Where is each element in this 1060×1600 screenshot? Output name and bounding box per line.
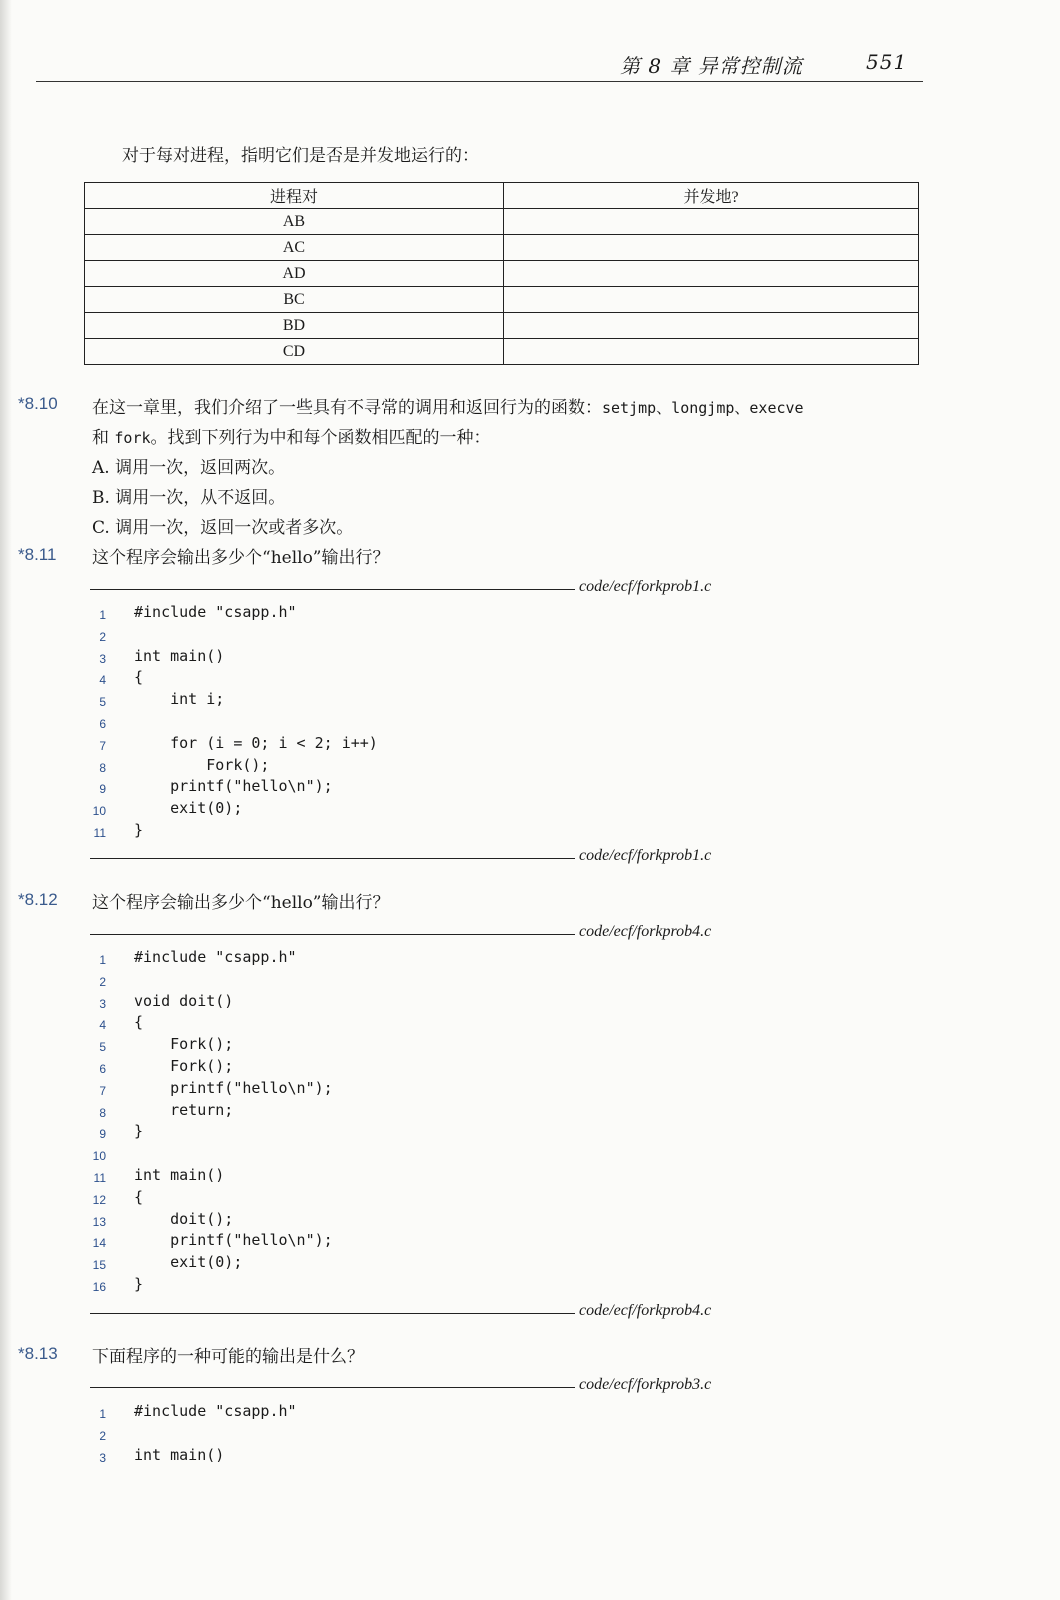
intro-text: 对于每对进程，指明它们是否是并发地运行的： <box>122 146 479 166</box>
problem-number-8-13: *8.13 <box>18 1344 58 1363</box>
code-top-rule <box>90 934 575 935</box>
code-filename: code/ecf/forkprob3.c <box>579 1376 712 1393</box>
problem-number-8-11: *8.11 <box>18 545 57 564</box>
fork-function-name: fork <box>114 429 151 447</box>
code-filename: code/ecf/forkprob1.c <box>579 847 712 864</box>
table-row <box>85 287 919 313</box>
table-row <box>85 313 919 339</box>
table-row <box>85 339 919 365</box>
running-head <box>620 50 908 79</box>
option-b: B. 调用一次，从不返回。 <box>92 488 286 508</box>
concurrent-cell <box>504 235 919 261</box>
problem-8-11-question: 这个程序会输出多少个“hello”输出行？ <box>92 548 390 568</box>
code-bottom-rule <box>90 1313 575 1314</box>
code-filename: code/ecf/forkprob4.c <box>579 923 712 940</box>
code-top-rule <box>90 589 575 590</box>
conjunction-text: 和 <box>92 428 109 448</box>
table-row <box>85 235 919 261</box>
option-a: A. 调用一次，返回两次。 <box>92 458 286 478</box>
pair-cell: BD <box>85 313 504 339</box>
problem-8-10-line-1 <box>92 393 804 418</box>
chapter-title: 第 8 章 异常控制流 <box>620 54 803 78</box>
pair-cell: AB <box>85 209 504 235</box>
problem-number-8-10: *8.10 <box>18 394 58 413</box>
table-header-row <box>85 183 919 209</box>
page-edge-shadow <box>0 0 12 1600</box>
concurrent-cell <box>504 261 919 287</box>
pair-cell: CD <box>85 339 504 365</box>
pair-cell: BC <box>85 287 504 313</box>
code-top-rule <box>90 1387 575 1388</box>
instruction-text: 。找到下列行为中和每个函数相匹配的一种： <box>150 428 491 448</box>
header-process-pair: 进程对 <box>85 183 504 209</box>
header-concurrent: 并发地? <box>504 183 919 209</box>
problem-number-8-12: *8.12 <box>18 890 58 909</box>
code-filename: code/ecf/forkprob4.c <box>579 1302 712 1319</box>
concurrent-cell <box>504 209 919 235</box>
pair-cell: AD <box>85 261 504 287</box>
option-c: C. 调用一次，返回一次或者多次。 <box>92 518 354 538</box>
concurrent-cell <box>504 339 919 365</box>
code-bottom-rule <box>90 858 575 859</box>
table-row <box>85 209 919 235</box>
concurrent-cell <box>504 287 919 313</box>
concurrent-cell <box>504 313 919 339</box>
problem-8-13-question: 下面程序的一种可能的输出是什么？ <box>92 1347 364 1367</box>
problem-8-10-text: 在这一章里，我们介绍了一些具有不寻常的调用和返回行为的函数： <box>92 398 602 418</box>
problem-8-12-question: 这个程序会输出多少个“hello”输出行？ <box>92 893 390 913</box>
function-names: setjmp、longjmp、execve <box>602 399 804 417</box>
process-pair-table <box>84 182 919 365</box>
table-row <box>85 261 919 287</box>
header-rule <box>36 81 923 82</box>
problem-8-10-line-2 <box>92 423 491 448</box>
code-filename: code/ecf/forkprob1.c <box>579 578 712 595</box>
page-number: 551 <box>866 50 908 74</box>
pair-cell: AC <box>85 235 504 261</box>
